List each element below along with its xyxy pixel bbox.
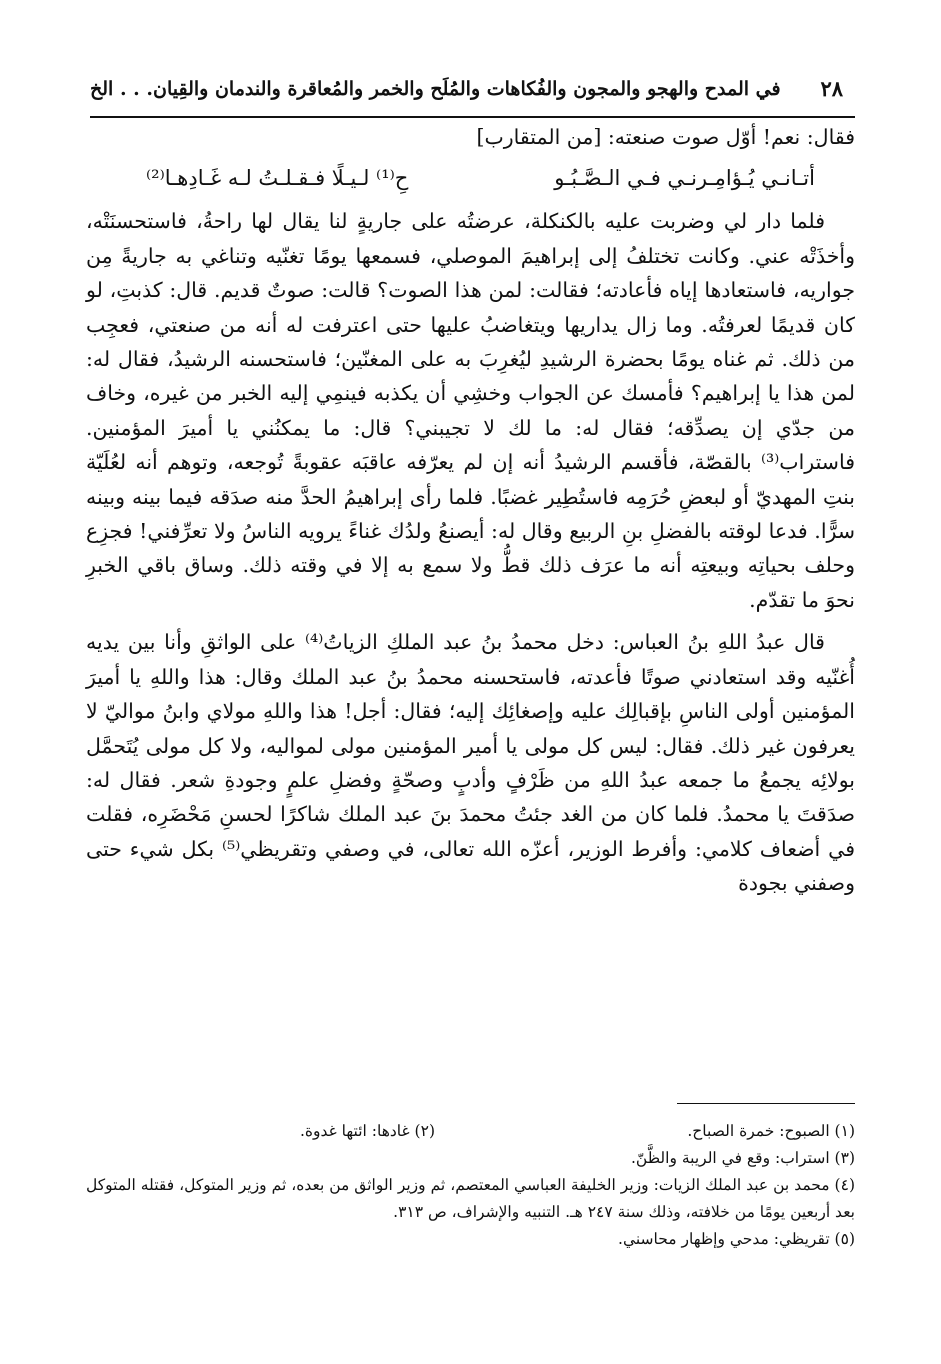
main-text (86, 120, 855, 901)
verse-second-hemistich: حِ⁽¹⁾ لـيـلًا فـقـلـتُ لـه غَـادِهـا⁽²⁾ (146, 166, 409, 191)
page-number: ٢٨ (820, 76, 843, 101)
footnote-5: (٥) تقريظي: مدحي وإظهار محاسني. (618, 1230, 855, 1248)
footnote-4: (٤) محمد بن عبد الملك الزيات: وزير الخليفة العباسي المعتصم، ثم وزير الواثق من بعده، ثم وزير المتوكل، فقتله المتوكل بعد أربعين يومًا من خلافته، وذلك سنة ٢٤٧ هـ. التنبيه والإشراف، ص ٣١٣. (86, 1176, 855, 1221)
footnote-1: (١) الصبوح: خمرة الصباح. (687, 1122, 855, 1140)
paragraph-2: قال عبدُ اللهِ بنُ العباس: دخل محمدُ بنُ عبد الملكِ الزياتُ⁽⁴⁾ على الواثقِ وأنا بين يديه أُغنّيه وقد استعادني صوتًا فأعدته، فاستحسنه محمدُ بنُ عبد الملك وقال: هذا واللهِ يا أميرَ المؤمنين أولى الناسِ بإقبالِك عليه وإصغائِك إليه؛ فقال: أجل! هذا واللهِ مولاي وابنُ مواليّ لا يعرفون غير ذلك. فقال: ليس كل مولى يا أمير المؤمنين مولى لمواليه، ولا كل مولى يُتَحمَّل بولائِه يجمعُ ما جمعه عبدُ اللهِ من ظَرْفٍ وأدبٍ وصحّةٍ وفضلِ علمٍ وجودةِ شعر. فقال له: صدَقتَ يا محمدُ. فلما كان من الغد جئتُ محمدَ بنَ عبد الملك شاكرًا لحسنِ مَحْضَرِه، فقلت في أضعاف كلامي: وأفرط الوزير، أعزّه الله تعالى، في وصفي وتقريظي⁽⁵⁾ بكل شيء حتى وصفني بجودة (86, 630, 856, 896)
poem-verse (86, 160, 855, 196)
footnote-3: (٣) استراب: وقع في الريبة والظَّنّ. (630, 1149, 855, 1167)
footnote-2: (٢) غادها: ائتها غدوة. (299, 1122, 435, 1140)
running-title: في المدح والهجو والمجون والفُكاهات والمُلَح والخمر والمُعاقرة والندمان والقِيان. . . الخ (90, 78, 781, 100)
paragraph-1: فلما دار لي وضربت عليه بالكنكلة، عرضتُه على جاريةٍ لنا يقال لها راحةُ، فاستحسنَتْه، وأخذَتْه عني. وكانت تختلفُ إلى إبراهيمَ الموصلي، فسمعها يومًا تغنّيه وتناغي به جاريةً مِن جواريه، فاستعادها إياه فأعادته؛ فقالت: لمن هذا الصوت؟ قالت: صوتٌ قديم. قال: كذبتِ، لو كان قديمًا لعرفتُه. وما زال يداريها ويتغاضبُ عليها حتى اعترفت له أنه من صنعتي، فعجِب من ذلك. ثم غناه يومًا بحضرة الرشيدِ ليُغرِبَ به على المغنّين؛ فاستحسنه الرشيدُ، فقال له: لمن هذا يا إبراهيم؟ فأمسك عن الجواب وخشِي أن يكذبه فينمِي إليه الخبر من غيره، وخاف من جدّي إن يصدِّقه؛ فقال له: ما لك لا تجيبني؟ قال: ما يمكنُني يا أميرَ المؤمنين. فاستراب⁽³⁾ بالقصّة، فأقسم الرشيدُ أنه إن لم يعرّفه عاقبَه عقوبةً تُوجعه، وتوهم أنه لعُلَيّة بنتِ المهديّ أو لبعضِ حُرَمِه فاستُطِير غضبًا. فلما رأى إبراهيمُ الحدَّ منه صدَقه فيما بينه وبينه سرًّا. فدعا لوقته بالفضلِ بنِ الربيع وقال له: أيصنعُ ولدُك غناءً يرويه الناسُ ولا تعرِّفني! فجزِع وحلف بحياتِه وبيعتِه أنه ما عرَف ذلك قطُّ ولا سمع به إلا في وقته ذلك. وساق باقي الخبرِ نحوَ ما تقدّم. (86, 209, 855, 612)
footnotes (86, 1118, 855, 1253)
running-header (90, 72, 855, 118)
footnote-row (86, 1118, 855, 1145)
footnote-separator (677, 1103, 855, 1104)
intro-line: فقال: نعم! أوّل صوت صنعته: [من المتقارب] (476, 125, 855, 149)
verse-first-hemistich: أتـانـي يُـؤامِـرنـي فـي الـصَّـبُـو (554, 166, 815, 191)
